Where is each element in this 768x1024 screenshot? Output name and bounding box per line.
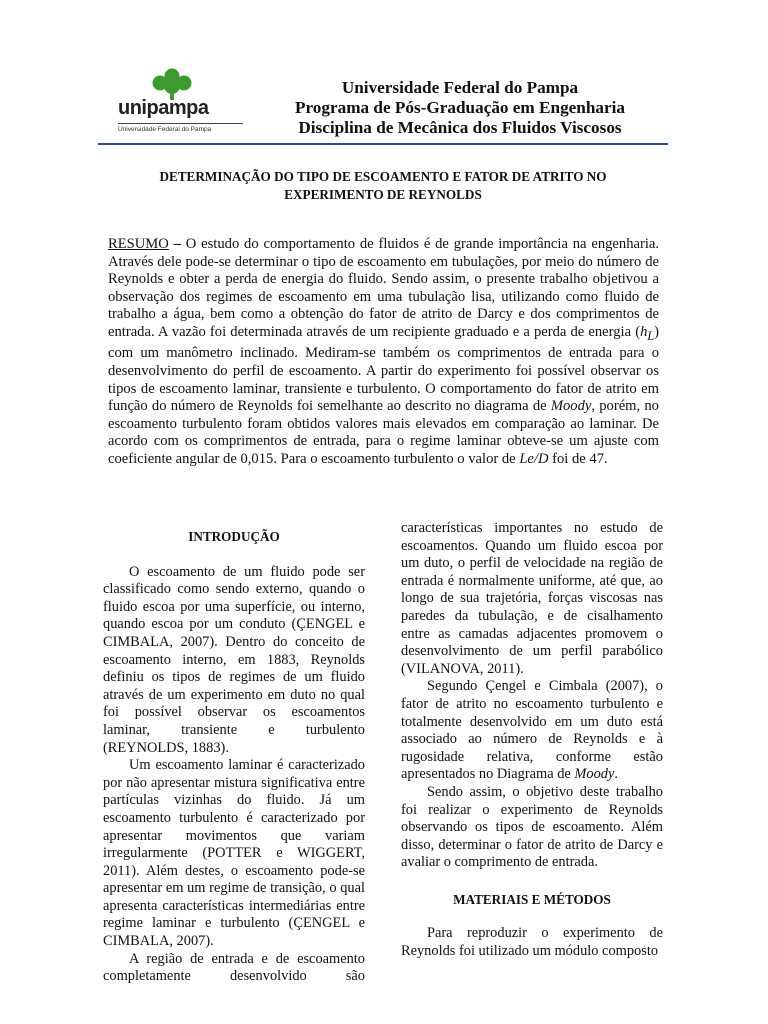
right-column: [401, 520, 663, 961]
header-divider: [98, 143, 668, 145]
methods-paragraph-1: Para reproduzir o experimento de Reynolds foi utilizado um módulo composto: [401, 925, 663, 960]
intro-paragraph-4: características importantes no estudo de escoamentos. Quando um fluido escoa por um duto, o perfil de velocidade na região de entrada é normalmente uniforme, até que, ao longo de sua trajetória, forças viscosas nas paredes da tubulação, e de cisalhamento entre as camadas adjacentes promovem o desenvolvimento de um perfil parabólico (VILANOVA, 2011).: [401, 520, 663, 677]
logo-subtitle: Universidade Federal do Pampa: [118, 126, 212, 133]
led-term: Le/D: [519, 451, 549, 468]
left-column: [103, 520, 365, 986]
logo-wordmark: unipampa: [118, 97, 209, 119]
intro-paragraph-2: Um escoamento laminar é caracterizado por não apresentar mistura significativa entre partículas vizinhas do fluido. Já um escoamento turbulento é caracterizado por apresentar movimentos que variam irregularmente (POTTER e WIGGERT, 2011). Além destes, o escoamento pode-se apresentar em um regime de transição, o qual apresenta características intermediárias entre regime laminar e turbulento (ÇENGEL e CIMBALA, 2007).: [103, 757, 365, 950]
moody-term-2: Moody: [574, 766, 615, 783]
intro-heading: INTRODUÇÃO: [188, 529, 280, 544]
institution-header: [260, 78, 660, 138]
abstract-text-d: foi de 47.: [548, 451, 608, 468]
abstract-label: RESUMO: [108, 236, 169, 252]
intro-paragraph-1: O escoamento de um fluido pode ser classificado como sendo externo, quando o fluido escoa por uma superfície, ou interno, quando escoa por um conduto (ÇENGEL e CIMBALA, 2007). Dentro do conceito de escoamento interno, em 1883, Reynolds definiu os tipos de regimes de um fluido através de um experimento em duto no qual foi possível observar os escoamentos laminar, transiente e turbulento (REYNOLDS, 1883).: [103, 563, 365, 756]
head-loss-symbol: $h_L$: [640, 323, 655, 343]
abstract-text-a: O estudo do comportamento de fluidos é de grande importância na engenharia. Através dele pode-se determinar o tipo de escoamento em tubulações, por meio do número de Reynolds e obter a perda de energia do fluido. Sendo assim, o presente trabalho objetivou a observação dos regimes de escoamento em uma tubulação lisa, utilizando como fluido de trabalho a água, bem como a obtenção do fator de atrito de Darcy e dos comprimentos de entrada. A vazão foi determinada através de um recipiente graduado e a perda de energia (: [108, 236, 660, 340]
abstract: [108, 236, 659, 469]
abstract-text-b: ) com um manômetro inclinado. Mediram-se também os comprimentos de entrada para o desenvolvimento do perfil de escoamento. A partir do experimento foi possível observar os tipos de escoamento laminar, transiente e turbulento. O comportamento do fator de atrito em função do número de Reynolds foi semelhante ao descrito no diagrama de: [108, 323, 659, 415]
moody-term: Moody: [550, 398, 592, 415]
abstract-dash: –: [173, 236, 181, 252]
logo-divider: [118, 123, 243, 124]
university-logo: [108, 68, 248, 138]
intro-paragraph-5: Segundo Çengel e Cimbala (2007), o fator de atrito no escoamento turbulento e totalmente desenvolvido em um duto está associado ao número de Reynolds e à rugosidade relativa, conforme estão apresentados no Diagrama de Moody.: [401, 678, 663, 783]
abstract-text-c: , porém, no escoamento turbulento foram obtidos valores mais elevados em comparação ao laminar. De acordo com os comprimentos de entrada, para o regime laminar obteve-se um ajuste com coeficiente angular de 0,015. Para o escoamento turbulento o valor de: [108, 398, 659, 468]
course-name: Disciplina de Mecânica dos Fluidos Viscosos: [298, 118, 622, 137]
title-line-1: DETERMINAÇÃO DO TIPO DE ESCOAMENTO E FATOR DE ATRITO NO: [159, 169, 607, 184]
intro-paragraph-6: Sendo assim, o objetivo deste trabalho foi realizar o experimento de Reynolds observando os tipos de escoamento. Além disso, determinar o fator de atrito de Darcy e avaliar o comprimento de entrada.: [401, 783, 663, 871]
intro-paragraph-3: A região de entrada e de escoamento completamente desenvolvido são: [103, 950, 365, 985]
paper-title: [98, 168, 668, 204]
title-line-2: EXPERIMENTO DE REYNOLDS: [284, 187, 482, 202]
methods-heading: MATERIAIS E MÉTODOS: [453, 891, 611, 907]
university-name: Universidade Federal do Pampa: [341, 78, 579, 97]
program-name: Programa de Pós-Graduação em Engenharia: [294, 98, 626, 117]
